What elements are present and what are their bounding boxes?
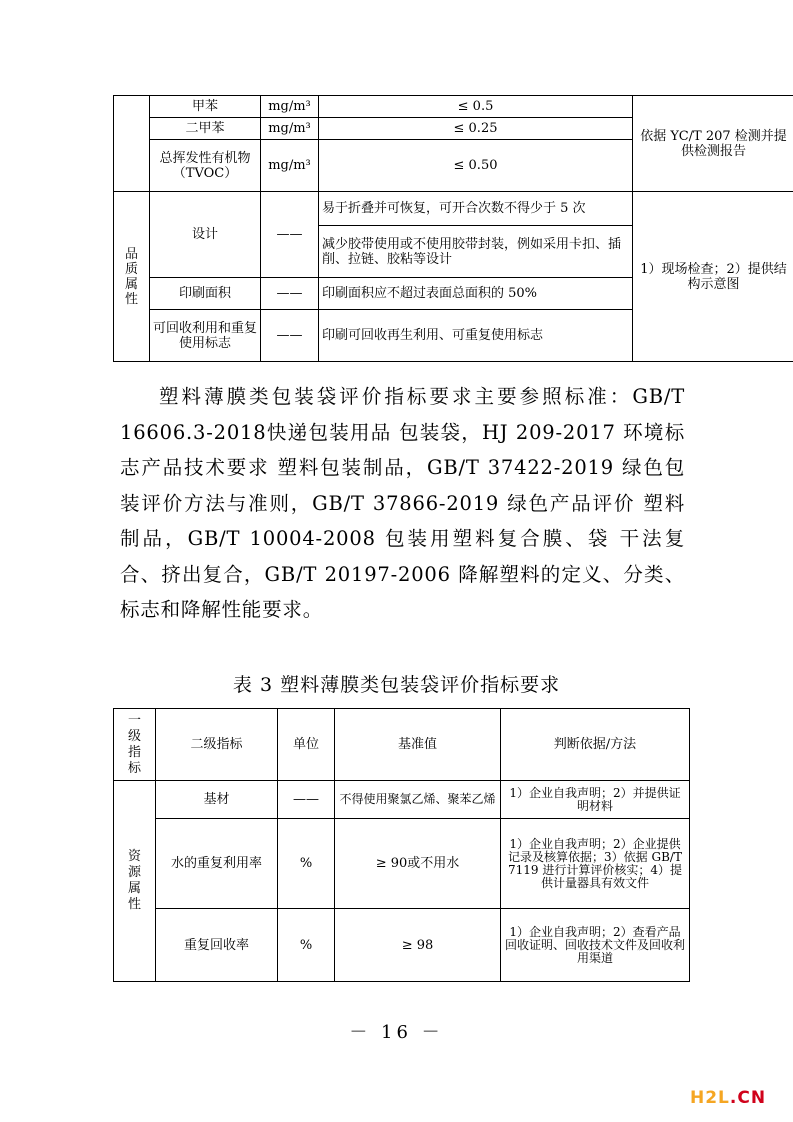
unit-cell: —— xyxy=(261,310,319,362)
category-label: 品质属性 xyxy=(124,246,138,307)
header-cell: 判断依据/方法 xyxy=(501,709,690,781)
method-cell: 1）企业自我声明；2）并提供证明材料 xyxy=(501,781,690,819)
indicator-table-continued xyxy=(113,95,793,362)
unit-cell: mg/m³ xyxy=(261,96,319,118)
value-cell: ≤ 0.5 xyxy=(319,96,633,118)
value-cell: 减少胶带使用或不使用胶带封装，例如采用卡扣、插削、拉链、胶粘等设计 xyxy=(319,226,633,278)
category-label: 资源属性 xyxy=(127,849,141,912)
indicator-cell: 总挥发性有机物（TVOC） xyxy=(150,140,261,192)
table-3 xyxy=(113,708,690,982)
header-cell: 基准值 xyxy=(335,709,501,781)
standards-paragraph: 塑料薄膜类包装袋评价指标要求主要参照标准：GB/T 16606.3-2018快递包装用品 包装袋，HJ 209-2017 环境标志产品技术要求 塑料包装制品，GB/T 37422-2019 绿色包装评价方法与准则，GB/T 37866-2019 绿色产品评价 塑料制品，GB/T 10004-2008 包装用塑料复合膜、袋 干法复合、挤出复合，GB/T 20197-2006 降解塑料的定义、分类、标志和降解性能要求。 xyxy=(120,385,685,621)
page-number: － 16 － xyxy=(349,1022,444,1043)
method-cell: 依据 YC/T 207 检测并提供检测报告 xyxy=(633,96,793,192)
indicator-cell: 设计 xyxy=(150,192,261,278)
indicator-cell: 甲苯 xyxy=(150,96,261,118)
unit-cell: mg/m³ xyxy=(261,118,319,140)
header-cell xyxy=(114,709,156,781)
value-cell: ≤ 0.25 xyxy=(319,118,633,140)
unit-cell: % xyxy=(278,819,335,909)
value-cell: 印刷可回收再生利用、可重复使用标志 xyxy=(319,310,633,362)
unit-cell: —— xyxy=(261,192,319,278)
indicator-cell: 水的重复利用率 xyxy=(156,819,278,909)
table-caption: 表 3 塑料薄膜类包装袋评价指标要求 xyxy=(232,674,561,696)
header-cell: 单位 xyxy=(278,709,335,781)
indicator-cell: 二甲苯 xyxy=(150,118,261,140)
method-cell: 1）企业自我声明；2）企业提供记录及核算依据；3）依据 GB/T 7119 进行计算评价核实；4）提供计量器具有效文件 xyxy=(501,819,690,909)
indicator-cell: 印刷面积 xyxy=(150,278,261,310)
unit-cell: —— xyxy=(278,781,335,819)
value-cell: ≥ 98 xyxy=(335,909,501,982)
value-cell: ≥ 90或不用水 xyxy=(335,819,501,909)
category-cell xyxy=(114,781,156,982)
indicator-cell: 可回收利用和重复使用标志 xyxy=(150,310,261,362)
header-level1: 一级指标 xyxy=(127,712,141,776)
method-cell: 1）企业自我声明；2）查看产品回收证明、回收技术文件及回收利用渠道 xyxy=(501,909,690,982)
value-cell: 不得使用聚氯乙烯、聚苯乙烯 xyxy=(335,781,501,819)
category-cell-empty xyxy=(114,96,150,192)
unit-cell: % xyxy=(278,909,335,982)
unit-cell: —— xyxy=(261,278,319,310)
header-cell: 二级指标 xyxy=(156,709,278,781)
value-cell: ≤ 0.50 xyxy=(319,140,633,192)
indicator-cell: 基材 xyxy=(156,781,278,819)
category-cell xyxy=(114,192,150,362)
watermark-logo xyxy=(690,1088,766,1108)
indicator-cell: 重复回收率 xyxy=(156,909,278,982)
value-cell: 易于折叠并可恢复，可开合次数不得少于 5 次 xyxy=(319,192,633,226)
watermark-cn: .CN xyxy=(729,1088,767,1108)
watermark-h2l: H2L xyxy=(690,1088,730,1108)
value-cell: 印刷面积应不超过表面总面积的 50% xyxy=(319,278,633,310)
method-cell: 1）现场检查；2）提供结构示意图 xyxy=(633,192,793,362)
unit-cell: mg/m³ xyxy=(261,140,319,192)
